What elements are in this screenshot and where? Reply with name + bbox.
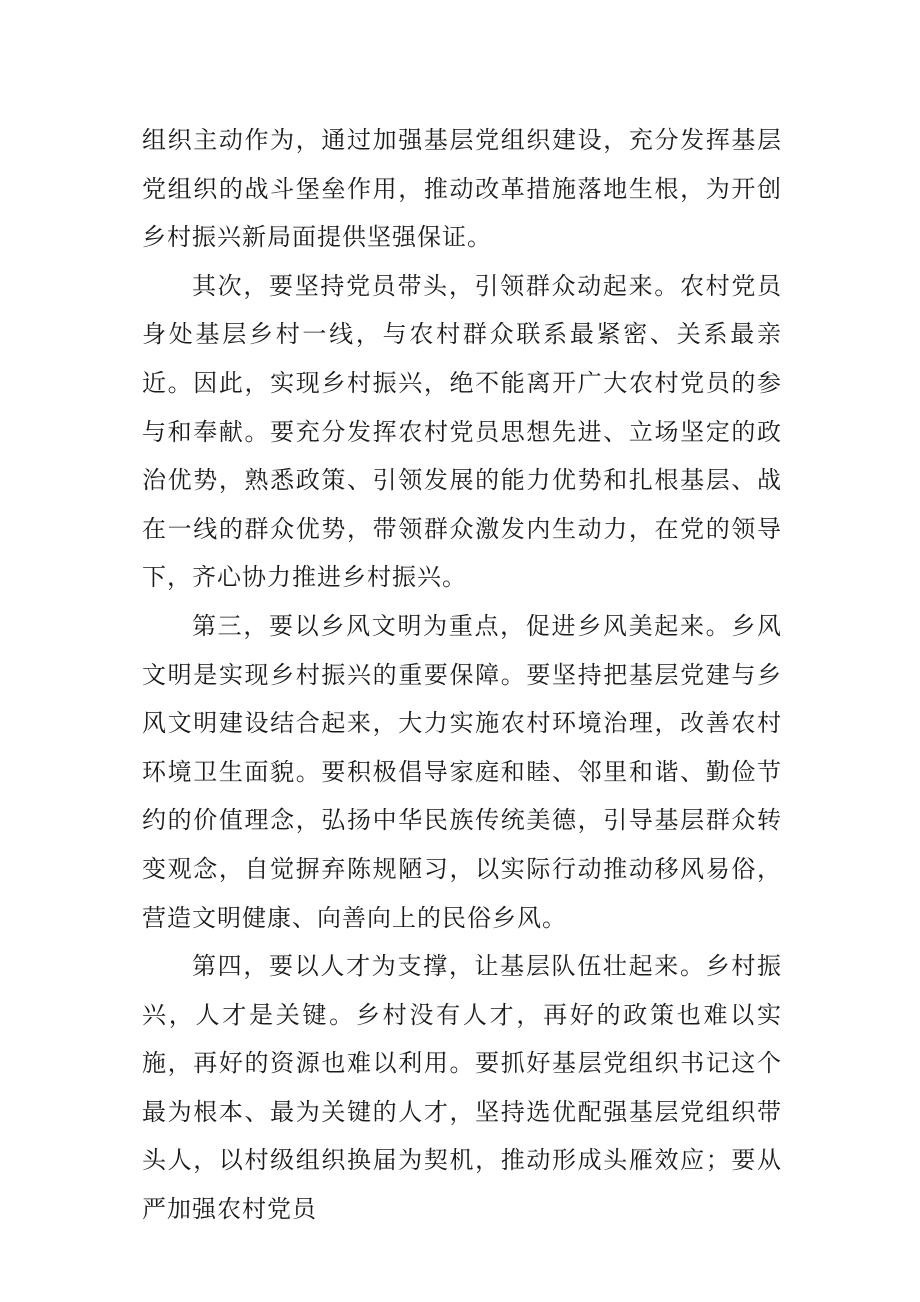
paragraph-continuation: 组织主动作为，通过加强基层党组织建设，充分发挥基层党组织的战斗堡垒作用，推动改革措施落地生根，为开创乡村振兴新局面提供坚强保证。 [142, 126, 782, 252]
paragraph-second: 其次，要坚持党员带头，引领群众动起来。农村党员身处基层乡村一线，与农村群众联系最紧密、关系最亲近。因此，实现乡村振兴，绝不能离开广大农村党员的参与和奉献。要充分发挥农村党员思想先进、立场坚定的政治优势，熟悉政策、引领发展的能力优势和扎根基层、战在一线的群众优势，带领群众激发内生动力，在党的领导下，齐心协力推进乡村振兴。 [142, 271, 782, 592]
document-body [142, 116, 782, 1234]
paragraph-third: 第三，要以乡风文明为重点，促进乡风美起来。乡风文明是实现乡村振兴的重要保障。要坚持把基层党建与乡风文明建设结合起来，大力实施农村环境治理，改善农村环境卫生面貌。要积极倡导家庭和睦、邻里和谐、勤俭节约的价值理念，弘扬中华民族传统美德，引导基层群众转变观念，自觉摒弃陈规陋习，以实际行动推动移风易俗，营造文明健康、向善向上的民俗乡风。 [142, 611, 782, 932]
paragraph-fourth: 第四，要以人才为支撑，让基层队伍壮起来。乡村振兴，人才是关键。乡村没有人才，再好的政策也难以实施，再好的资源也难以利用。要抓好基层党组织书记这个最为根本、最为关键的人才，坚持选优配强基层党组织带头人，以村级组织换届为契机，推动形成头雁效应；要从严加强农村党员 [142, 952, 782, 1224]
